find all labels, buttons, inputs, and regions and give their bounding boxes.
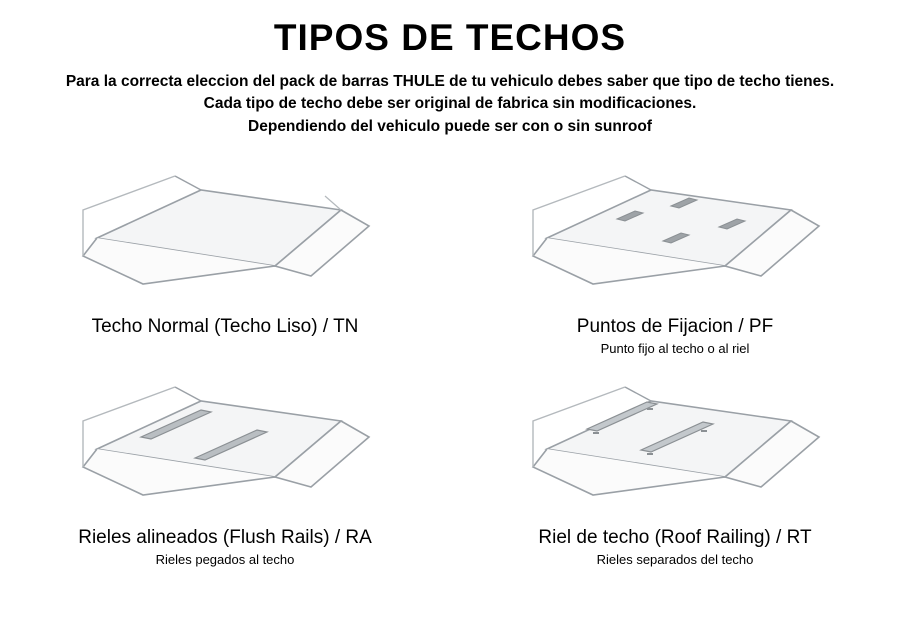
- intro-line-2: Cada tipo de techo debe ser original de fabrica sin modificaciones.: [203, 95, 697, 113]
- roof-type-card-techo-normal: [0, 152, 450, 361]
- roof-type-note: Rieles pegados al techo: [155, 552, 295, 568]
- roof-type-note: Punto fijo al techo o al riel: [600, 341, 750, 357]
- roof-type-caption: Rieles alineados (Flush Rails) / RA: [78, 527, 372, 549]
- car-roof-plain-icon: [25, 160, 425, 310]
- car-roof-raised-railing-icon: [475, 371, 875, 521]
- car-roof-flush-rails-icon: [25, 371, 425, 521]
- intro-line-1: Para la correcta eleccion del pack de barras THULE de tu vehiculo debes saber que tipo de techo tienes.: [65, 72, 835, 90]
- roof-type-caption: Techo Normal (Techo Liso) / TN: [91, 316, 359, 338]
- roof-types-grid: [0, 152, 900, 570]
- roof-type-card-rieles-alineados: [0, 361, 450, 570]
- roof-type-note: Rieles separados del techo: [596, 552, 754, 568]
- intro-line-3: Dependiendo del vehiculo puede ser con o sin sunroof: [248, 117, 652, 135]
- poster-root: [0, 18, 900, 618]
- roof-type-card-puntos-de-fijacion: [450, 152, 900, 361]
- roof-type-card-riel-de-techo: [450, 361, 900, 570]
- car-roof-fixpoints-icon: [475, 160, 875, 310]
- roof-type-caption: Puntos de Fijacion / PF: [576, 316, 774, 338]
- roof-type-caption: Riel de techo (Roof Railing) / RT: [538, 527, 812, 549]
- intro-text: [0, 71, 900, 138]
- page-title: TIPOS DE TECHOS: [273, 17, 627, 58]
